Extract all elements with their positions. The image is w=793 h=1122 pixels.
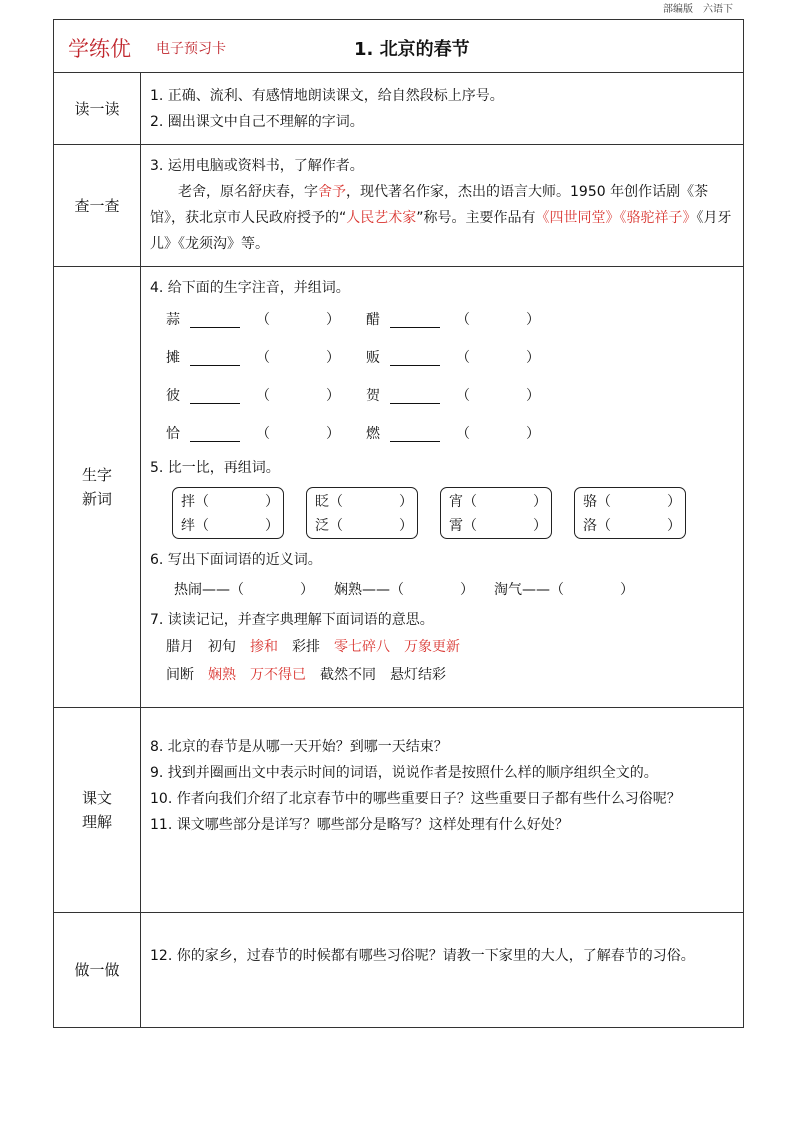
char-entry[interactable]: 恰 （ ） [166, 426, 340, 442]
task-item: 3. 运用电脑或资料书，了解作者。 [150, 158, 364, 174]
preview-card [53, 19, 744, 1028]
section-understand [54, 707, 743, 912]
task-item: 2. 圈出课文中自己不理解的字词。 [150, 114, 364, 130]
card-subtitle: 电子预习卡 [156, 41, 226, 57]
honorary-title: 人民艺术家 [346, 210, 417, 226]
compare-box[interactable]: 宵（ ） 霄（ ） [440, 487, 552, 539]
task-item: 4. 给下面的生字注音，并组词。 [150, 280, 350, 296]
task-item: 6. 写出下面词语的近义词。 [150, 552, 322, 568]
card-header [54, 20, 743, 72]
section-label: 生字 新词 [54, 267, 141, 707]
brand-logo-text: 学练优 [68, 37, 131, 61]
char-entry[interactable]: 彼 （ ） [166, 388, 340, 404]
lesson-title: 1. 北京的春节 [354, 39, 470, 60]
compare-box[interactable]: 拌（ ） 绊（ ） [172, 487, 284, 539]
author-paragraph: 老舍，原名舒庆春，字舍予，现代著名作家，杰出的语言大师。1950 年创作话剧《茶馆》，获北京市人民政府授予的“人民艺术家”称号。主要作品有《四世同堂》《骆驼祥子》《月牙儿》《龙须沟》等。 [150, 184, 732, 252]
char-entry[interactable]: 摊 （ ） [166, 350, 340, 366]
synonym-row[interactable]: 热闹——（ ） 娴熟——（ ） 淘气——（ ） [174, 582, 634, 598]
author-courtesy-name: 舍予 [318, 184, 346, 200]
section-words [54, 266, 743, 707]
section-label: 读一读 [54, 73, 141, 144]
compare-box[interactable]: 眨（ ） 泛（ ） [306, 487, 418, 539]
vocab-row: 间断 娴熟 万不得已 截然不同 悬灯结彩 [166, 667, 446, 683]
edition-label: 部编版 六语下 [663, 4, 733, 15]
task-item: 12. 你的家乡，过春节的时候都有哪些习俗呢？请教一下家里的大人，了解春节的习俗。 [150, 948, 695, 964]
char-entry[interactable]: 燃 （ ） [366, 426, 540, 442]
task-item: 5. 比一比，再组词。 [150, 460, 280, 476]
section-label: 课文 理解 [54, 708, 141, 912]
task-item: 10. 作者向我们介绍了北京春节中的哪些重要日子？这些重要日子都有些什么习俗呢？ [150, 791, 681, 807]
char-entry[interactable]: 贺 （ ） [366, 388, 540, 404]
char-entry[interactable]: 蒜 （ ） [166, 312, 340, 328]
char-entry[interactable]: 贩 （ ） [366, 350, 540, 366]
task-item: 9. 找到并圈画出文中表示时间的词语，说说作者是按照什么样的顺序组织全文的。 [150, 765, 658, 781]
task-item: 1. 正确、流利、有感情地朗读课文，给自然段标上序号。 [150, 88, 504, 104]
compare-boxes [172, 487, 735, 539]
task-item: 8. 北京的春节是从哪一天开始？到哪一天结束？ [150, 739, 448, 755]
vocab-row: 腊月 初旬 掺和 彩排 零七碎八 万象更新 [166, 639, 460, 655]
work-title: 《骆驼祥子》 [619, 210, 697, 226]
section-read [54, 72, 743, 144]
task-item: 7. 读读记记，并查字典理解下面词语的意思。 [150, 612, 434, 628]
pinyin-grid [166, 307, 735, 447]
compare-box[interactable]: 骆（ ） 洛（ ） [574, 487, 686, 539]
section-label: 查一查 [54, 145, 141, 266]
section-label: 做一做 [54, 913, 141, 1027]
section-do [54, 912, 743, 1027]
work-title: 《四世同堂》 [535, 210, 620, 226]
section-lookup [54, 144, 743, 266]
task-item: 11. 课文哪些部分是详写？哪些部分是略写？这样处理有什么好处？ [150, 817, 569, 833]
char-entry[interactable]: 醋 （ ） [366, 312, 540, 328]
